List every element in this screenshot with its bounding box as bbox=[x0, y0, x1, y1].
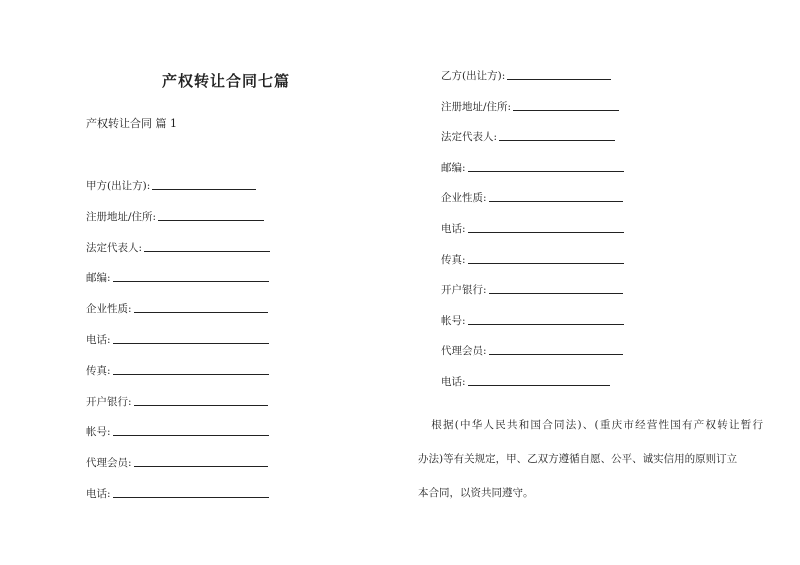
blank-line bbox=[144, 240, 270, 252]
party-a-field bbox=[86, 178, 270, 209]
party-b-field bbox=[441, 68, 624, 99]
party-b-field bbox=[441, 313, 624, 344]
field-label: 企业性质: bbox=[86, 303, 132, 316]
party-a-field bbox=[86, 270, 270, 301]
blank-line bbox=[489, 282, 623, 294]
party-b-field bbox=[441, 343, 624, 374]
field-label: 乙方(出让方): bbox=[441, 70, 506, 82]
document-title: 产权转让合同七篇 bbox=[162, 72, 291, 90]
party-b-field bbox=[441, 160, 624, 191]
blank-line bbox=[113, 270, 269, 282]
field-label: 代理会员: bbox=[441, 345, 487, 358]
field-label: 电话: bbox=[86, 487, 111, 500]
party-a-field bbox=[86, 394, 270, 425]
field-label: 甲方(出让方): bbox=[86, 180, 151, 192]
field-label: 电话: bbox=[441, 375, 466, 388]
field-label: 企业性质: bbox=[441, 192, 487, 205]
party-b-field bbox=[441, 252, 624, 283]
blank-line bbox=[489, 190, 623, 202]
blank-line bbox=[489, 343, 623, 355]
field-label: 法定代表人: bbox=[86, 241, 143, 254]
party-b-section bbox=[441, 68, 624, 405]
field-label: 法定代表人: bbox=[441, 131, 498, 144]
field-label: 开户银行: bbox=[441, 284, 487, 297]
blank-line bbox=[507, 68, 611, 80]
preamble-line-1-text: 根据(中华人民共和国合同法)、(重庆市经营性国有产权转让暂行 bbox=[430, 419, 763, 431]
preamble-paragraph bbox=[418, 408, 763, 510]
field-label: 邮编: bbox=[86, 272, 111, 285]
field-label: 注册地址/住所: bbox=[441, 100, 512, 113]
field-label: 帐号: bbox=[441, 314, 466, 327]
party-a-field bbox=[86, 332, 270, 363]
blank-line bbox=[152, 178, 256, 190]
document-subtitle: 产权转让合同 篇 1 bbox=[86, 117, 177, 130]
blank-line bbox=[468, 252, 624, 264]
party-a-field bbox=[86, 455, 270, 486]
party-a-field bbox=[86, 240, 270, 271]
field-label: 传真: bbox=[86, 364, 111, 377]
party-b-field bbox=[441, 129, 624, 160]
blank-line bbox=[134, 455, 268, 467]
party-b-field bbox=[441, 221, 624, 252]
blank-line bbox=[468, 313, 624, 325]
blank-line bbox=[499, 129, 615, 141]
blank-line bbox=[113, 332, 269, 344]
preamble-line-1 bbox=[418, 408, 763, 442]
preamble-line-2: 办法)等有关规定，甲、乙双方遵循自愿、公平、诚实信用的原则订立 bbox=[418, 453, 738, 465]
field-label: 注册地址/住所: bbox=[86, 210, 157, 223]
blank-line bbox=[113, 424, 269, 436]
preamble-line-3: 本合同，以资共同遵守。 bbox=[418, 487, 534, 499]
party-b-field bbox=[441, 282, 624, 313]
blank-line bbox=[134, 394, 268, 406]
field-label: 电话: bbox=[86, 333, 111, 346]
party-b-field bbox=[441, 374, 624, 405]
blank-line bbox=[468, 221, 624, 233]
party-a-field bbox=[86, 301, 270, 332]
party-a-section bbox=[86, 178, 270, 517]
blank-line bbox=[468, 374, 610, 386]
field-label: 帐号: bbox=[86, 426, 111, 439]
party-b-field bbox=[441, 99, 624, 130]
field-label: 邮编: bbox=[441, 161, 466, 174]
field-label: 开户银行: bbox=[86, 395, 132, 408]
party-a-field bbox=[86, 424, 270, 455]
blank-line bbox=[468, 160, 624, 172]
field-label: 代理会员: bbox=[86, 457, 132, 470]
blank-line bbox=[158, 209, 264, 221]
party-a-field bbox=[86, 209, 270, 240]
party-a-field bbox=[86, 486, 270, 517]
field-label: 电话: bbox=[441, 222, 466, 235]
field-label: 传真: bbox=[441, 253, 466, 266]
blank-line bbox=[134, 301, 268, 313]
blank-line bbox=[113, 363, 269, 375]
party-b-field bbox=[441, 190, 624, 221]
party-a-field bbox=[86, 363, 270, 394]
blank-line bbox=[513, 99, 619, 111]
blank-line bbox=[113, 486, 269, 498]
